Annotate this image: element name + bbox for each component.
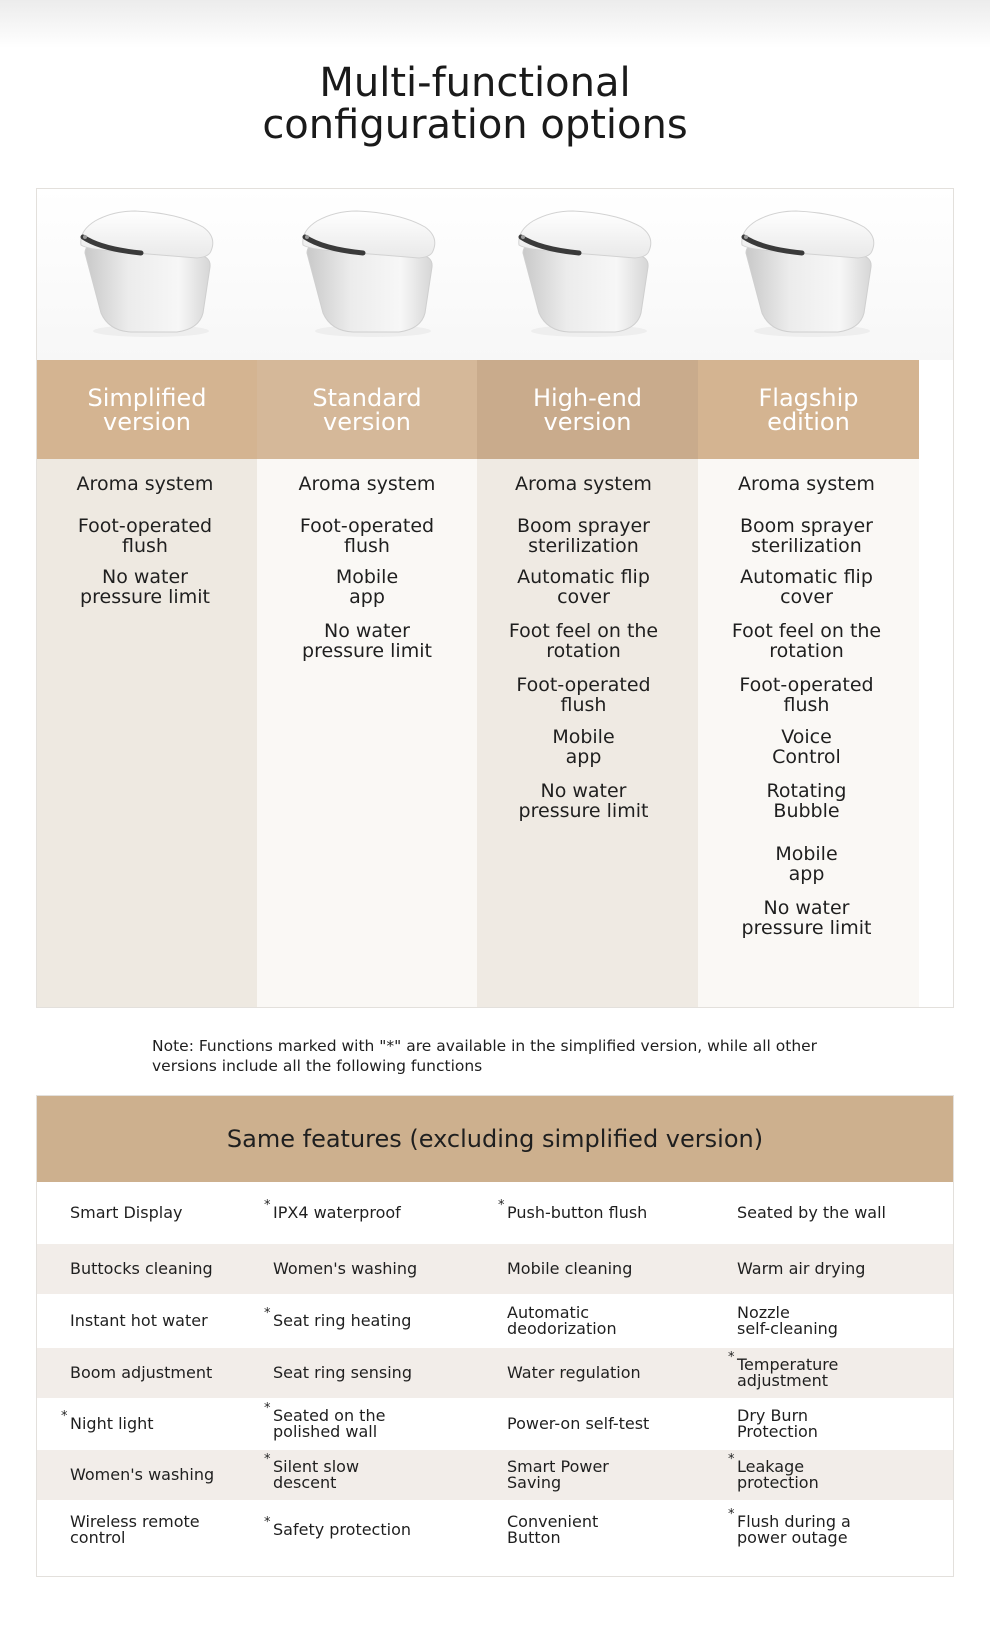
feature-line: sterilization [528,535,639,557]
feature-list-simplified [37,459,257,1007]
feature-cell [737,1514,851,1546]
feature-cell-line: self-cleaning [737,1319,838,1338]
feature-line: flush [783,694,830,716]
feature-cell [70,1514,200,1546]
feature-cell-line: power outage [737,1528,848,1547]
feature-line: Foot feel on the [508,620,659,642]
feature-cell-line: Leakage [737,1457,805,1476]
feature-cell-line: Silent slow [273,1457,360,1476]
asterisk-marker: * [728,1452,735,1467]
feature-cell-line: Dry Burn [737,1406,809,1425]
feature-item [696,621,917,661]
feature-line: Aroma system [515,473,652,495]
feature-cell [70,1416,154,1432]
feature-cell-line: Convenient [507,1512,599,1531]
asterisk-marker: * [264,1401,271,1416]
feature-line: cover [557,586,610,608]
feature-cell [507,1261,632,1277]
version-name-line: version [323,407,411,436]
feature-line: Automatic flip [517,566,650,588]
feature-cell-line: Saving [507,1473,562,1492]
feature-cell-line: Push-button flush [507,1203,648,1222]
feature-cell-line: Women's washing [273,1259,418,1278]
feature-line: No water [540,780,627,802]
version-name-line: version [103,407,191,436]
feature-cell [273,1459,359,1491]
feature-cell-line: Seated by the wall [737,1203,886,1222]
version-name-line: Flagship [758,383,859,412]
product-image-high-end [469,201,698,351]
version-name-line: edition [767,407,850,436]
feature-line: flush [122,535,168,557]
feature-item [696,516,917,556]
toilet-image [509,201,659,341]
asterisk-marker: * [728,1507,735,1522]
feature-line: Mobile [552,726,615,748]
feature-cell-line: Automatic [507,1303,590,1322]
table-row [37,1450,953,1500]
feature-cell [507,1416,649,1432]
top-fade [0,0,990,48]
feature-line: pressure limit [302,640,432,662]
asterisk-marker: * [728,1350,735,1365]
feature-line: app [565,746,602,768]
feature-cell [70,1365,212,1381]
feature-line: pressure limit [518,800,649,822]
version-header-standard [257,360,477,459]
feature-cell-line: Flush during a [737,1512,851,1531]
feature-item [696,727,917,767]
table-row [37,1500,953,1560]
feature-cell [737,1261,865,1277]
feature-line: pressure limit [741,917,872,939]
feature-list-flagship [698,459,919,1007]
feature-line: app [788,863,825,885]
feature-line: Mobile [775,843,838,865]
feature-line: rotation [769,640,844,662]
feature-cell-line: Instant hot water [70,1311,208,1330]
product-image-flagship [692,201,921,351]
same-features-title: Same features (excluding simplified version) [37,1096,953,1182]
note-line1: Note: Functions marked with "*" are available in the simplified version, while all other [152,1037,818,1055]
feature-cell-line: Seated on the [273,1406,386,1425]
asterisk-marker: * [61,1409,68,1424]
page-title [0,62,950,146]
feature-cell [273,1313,411,1329]
feature-line: Control [772,746,841,768]
feature-cell-line: Warm air drying [737,1259,866,1278]
asterisk-marker: * [264,1515,271,1530]
page-title-line2: configuration options [262,102,688,148]
feature-item [473,727,694,767]
feature-item [257,621,477,661]
feature-line: No water [101,566,188,588]
note-line2: versions include all the following functions [152,1057,483,1075]
feature-line: Automatic flip [740,566,873,588]
feature-item [696,675,917,715]
feature-cell-line: control [70,1528,126,1547]
feature-cell [507,1205,647,1221]
feature-line: No water [323,620,410,642]
feature-line: Foot-operated [739,674,874,696]
feature-cell-line: Boom adjustment [70,1363,213,1382]
feature-cell [737,1408,818,1440]
toilet-image [71,201,221,341]
feature-line: pressure limit [80,586,210,608]
feature-line: Aroma system [738,473,875,495]
feature-cell [70,1467,214,1483]
version-name-line: version [543,407,632,436]
feature-cell-line: IPX4 waterproof [273,1203,401,1222]
feature-line: Foot-operated [299,515,435,537]
feature-line: cover [780,586,833,608]
feature-cell-line: Temperature [737,1355,839,1374]
feature-item [257,516,477,556]
feature-item [473,675,694,715]
feature-line: Aroma system [298,473,436,495]
feature-cell [507,1305,617,1337]
asterisk-marker: * [498,1198,505,1213]
version-header-high-end [477,360,698,459]
feature-cell [737,1305,838,1337]
feature-cell-line: Women's washing [70,1465,215,1484]
feature-cell [273,1365,412,1381]
feature-cell-line: Water regulation [507,1363,641,1382]
feature-cell-line: Safety protection [273,1520,411,1539]
feature-line: Aroma system [76,473,214,495]
feature-cell [273,1205,401,1221]
feature-item [696,474,917,494]
feature-line: Foot-operated [77,515,213,537]
product-image-standard [253,201,482,351]
feature-line: Bubble [773,800,840,822]
feature-cell-line: Power-on self-test [507,1414,650,1433]
feature-cell [273,1261,417,1277]
feature-cell-line: adjustment [737,1371,828,1390]
feature-cell [507,1514,598,1546]
table-row [37,1348,953,1398]
feature-item [257,567,477,607]
feature-cell [70,1313,208,1329]
version-header-simplified [37,360,257,459]
feature-item [696,898,917,938]
feature-cell-line: Smart Power [507,1457,609,1476]
feature-line: Foot feel on the [731,620,882,642]
feature-cell-line: Seat ring sensing [273,1363,412,1382]
feature-line: flush [560,694,607,716]
feature-line: No water [763,897,850,919]
feature-cell [507,1459,609,1491]
feature-item [696,567,917,607]
feature-line: Boom sprayer [517,515,650,537]
feature-item [257,474,477,494]
toilet-image [293,201,443,341]
product-image-simplified [31,201,260,351]
feature-item [473,516,694,556]
feature-item [35,567,255,607]
feature-cell [737,1205,886,1221]
table-row [37,1244,953,1294]
feature-item [696,844,917,884]
feature-line: app [349,586,385,608]
product-images-row [37,189,953,360]
feature-line: Foot-operated [516,674,651,696]
page-title-line1: Multi-functional [319,60,631,106]
feature-cell [507,1365,641,1381]
note [152,1036,872,1076]
feature-cell-line: deodorization [507,1319,617,1338]
feature-item [473,781,694,821]
version-header-flagship [698,360,919,459]
feature-cell-line: Seat ring heating [273,1311,412,1330]
asterisk-marker: * [264,1306,271,1321]
feature-cell-line: protection [737,1473,819,1492]
feature-item [35,474,255,494]
feature-line: Voice [781,726,832,748]
same-features-table [36,1095,954,1577]
feature-item [473,474,694,494]
feature-cell-line: Button [507,1528,561,1547]
feature-cell-line: Nozzle [737,1303,790,1322]
feature-line: sterilization [751,535,862,557]
feature-cell-line: Buttocks cleaning [70,1259,213,1278]
feature-cell-line: Mobile cleaning [507,1259,633,1278]
feature-cell-line: polished wall [273,1422,378,1441]
feature-cell [70,1261,213,1277]
feature-cell [273,1522,411,1538]
feature-cell [737,1357,838,1389]
feature-item [473,621,694,661]
feature-list-high-end [477,459,698,1007]
feature-line: Boom sprayer [740,515,873,537]
feature-line: flush [344,535,390,557]
feature-cell-line: Smart Display [70,1203,183,1222]
version-name-line: High-end [532,383,643,412]
version-name-line: Simplified [87,383,207,412]
table-row [37,1398,953,1450]
feature-line: Rotating [766,780,847,802]
table-row [37,1294,953,1348]
feature-cell [70,1205,182,1221]
feature-line: rotation [546,640,621,662]
feature-cell-line: descent [273,1473,337,1492]
comparison-panel [36,188,954,1008]
table-row [37,1182,953,1244]
version-name-line: Standard [312,383,422,412]
feature-item [473,567,694,607]
feature-item [696,781,917,821]
feature-cell-line: Wireless remote [70,1512,200,1531]
feature-item [35,516,255,556]
feature-list-standard [257,459,477,1007]
feature-cell-line: Night light [70,1414,154,1433]
feature-cell [737,1459,819,1491]
feature-cell-line: Protection [737,1422,818,1441]
toilet-image [732,201,882,341]
asterisk-marker: * [264,1198,271,1213]
asterisk-marker: * [264,1452,271,1467]
feature-line: Mobile [335,566,399,588]
feature-cell [273,1408,385,1440]
